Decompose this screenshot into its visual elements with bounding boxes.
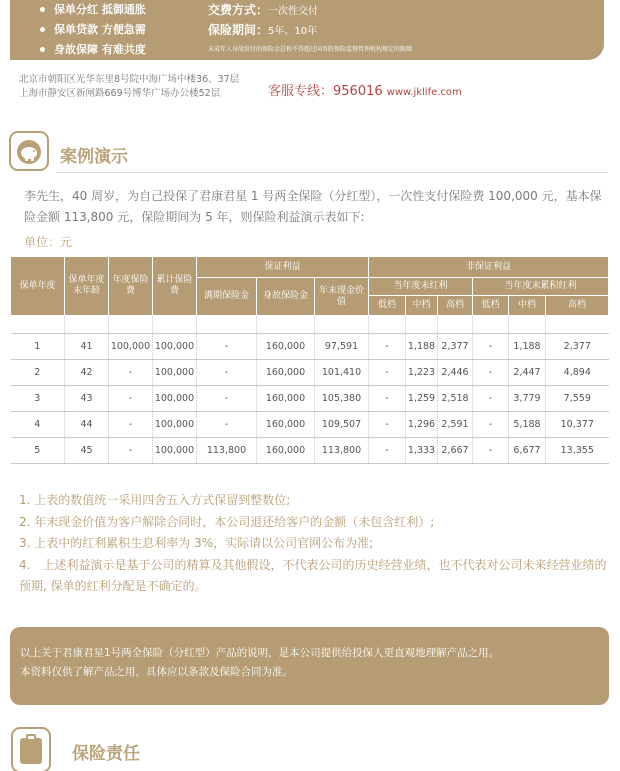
feature-item: 保单分红 抵御通胀 (40, 0, 146, 20)
disclaimer-box (10, 627, 609, 705)
col-header-death: 身故保险金 (257, 278, 315, 316)
note-item: 1. 上表的数值统一采用四舍五入方式保留到整数位; (19, 493, 291, 507)
note-item: 4. 上述利益演示是基于公司的精算及其他假设，不代表公司的历史经营业绩，也不代表对公司未来经营业绩的预期, 保单的红利分配是不确定的。 (19, 557, 607, 593)
disclaimer-line: 以上关于君康君星1号两全保险（分红型）产品的说明，是本公司提供给投保人更直观地理解产品之用。 (20, 647, 500, 659)
piggy-bank-icon (9, 131, 49, 171)
col-header-cum-premium: 累计保险费 (153, 257, 197, 316)
col-header-high: 高档 (546, 296, 609, 316)
col-header-cum-dividend: 当年度末累积红利 (473, 278, 609, 296)
bullet-dot-icon (40, 27, 45, 32)
bullet-dot-icon (40, 7, 45, 12)
hotline-number: 956016 (333, 84, 383, 99)
service-hotline (268, 80, 462, 99)
insurance-term: 保险期间：5年、10年 (208, 23, 318, 37)
fine-print: 未成年人身故给付的保险金总和不得超过国务院保险监督管理机构规定的限额 (208, 46, 413, 53)
table-row: 3 43 - 100,000 - 160,000 105,380 - 1,259 2,518 - 3,779 7,559 (11, 386, 609, 412)
table-spacer-row (11, 316, 609, 334)
case-intro: 李先生，40 周岁，为自己投保了君康君星 1 号两全保险（分红型），一次性支付保险费 100,000 元，基本保险金额 113,800 元，保险期间为 5 年，则保险利益演示表如下: (24, 189, 602, 224)
case-section-title: 案例演示 (60, 147, 128, 167)
col-header-year: 保单年度 (11, 257, 65, 316)
unit-label: 单位：元 (24, 235, 73, 249)
col-header-premium: 年度保险费 (109, 257, 153, 316)
col-header-mid: 中档 (509, 296, 546, 316)
section-divider (56, 172, 608, 173)
col-header-low: 低档 (473, 296, 509, 316)
col-header-cash-value: 年末现金价值 (315, 278, 369, 316)
benefit-demo-table (10, 256, 609, 464)
address-shanghai: 上海市静安区新闸路669号博华广场办公楼52层 (19, 88, 221, 99)
table-row: 1 41 100,000 100,000 - 160,000 97,591 - 1,188 2,377 - 1,188 2,377 (11, 334, 609, 360)
website-link[interactable]: www.jklife.com (386, 87, 462, 98)
col-header-age: 保单年度末年龄 (65, 257, 109, 316)
col-header-guaranteed: 保证利益 (197, 257, 369, 278)
col-header-maturity: 满期保险金 (197, 278, 257, 316)
payment-method: 交费方式：一次性交付 (208, 3, 319, 17)
feature-item: 保单贷款 方便急需 (40, 20, 146, 40)
product-feature-banner (10, 0, 604, 60)
col-header-annual-dividend: 当年度末红利 (369, 278, 473, 296)
feature-list (40, 0, 146, 60)
note-item: 2. 年末现金价值为客户解除合同时，本公司退还给客户的金额（未包含红利）; (19, 514, 435, 529)
col-header-mid: 中档 (406, 296, 438, 316)
table-row: 4 44 - 100,000 - 160,000 109,507 - 1,296 2,591 - 5,188 10,377 (11, 412, 609, 438)
policy-terms (208, 0, 412, 60)
col-header-low: 低档 (369, 296, 406, 316)
feature-item: 身故保障 有难共度 (40, 40, 146, 60)
liability-section-title: 保险责任 (72, 744, 140, 764)
disclaimer-line: 本资料仅供了解产品之用，具体应以条款及保险合同为准。 (20, 666, 293, 678)
table-row: 2 42 - 100,000 - 160,000 101,410 - 1,223 2,446 - 2,447 4,894 (11, 360, 609, 386)
hotline-label: 客服专线： (268, 84, 334, 99)
table-row: 5 45 - 100,000 113,800 160,000 113,800 - 1,333 2,667 - 6,677 13,355 (11, 438, 609, 464)
col-header-high: 高档 (438, 296, 473, 316)
address-beijing: 北京市朝阳区光华东里8号院中海广场中楼36、37层 (19, 74, 240, 85)
clipboard-icon (11, 727, 51, 771)
bullet-dot-icon (40, 47, 45, 52)
col-header-non-guaranteed: 非保证利益 (369, 257, 609, 278)
company-addresses (19, 73, 239, 101)
table-notes (19, 490, 613, 598)
note-item: 3. 上表中的红利累积生息利率为 3%，实际请以公司官网公布为准; (19, 536, 374, 550)
